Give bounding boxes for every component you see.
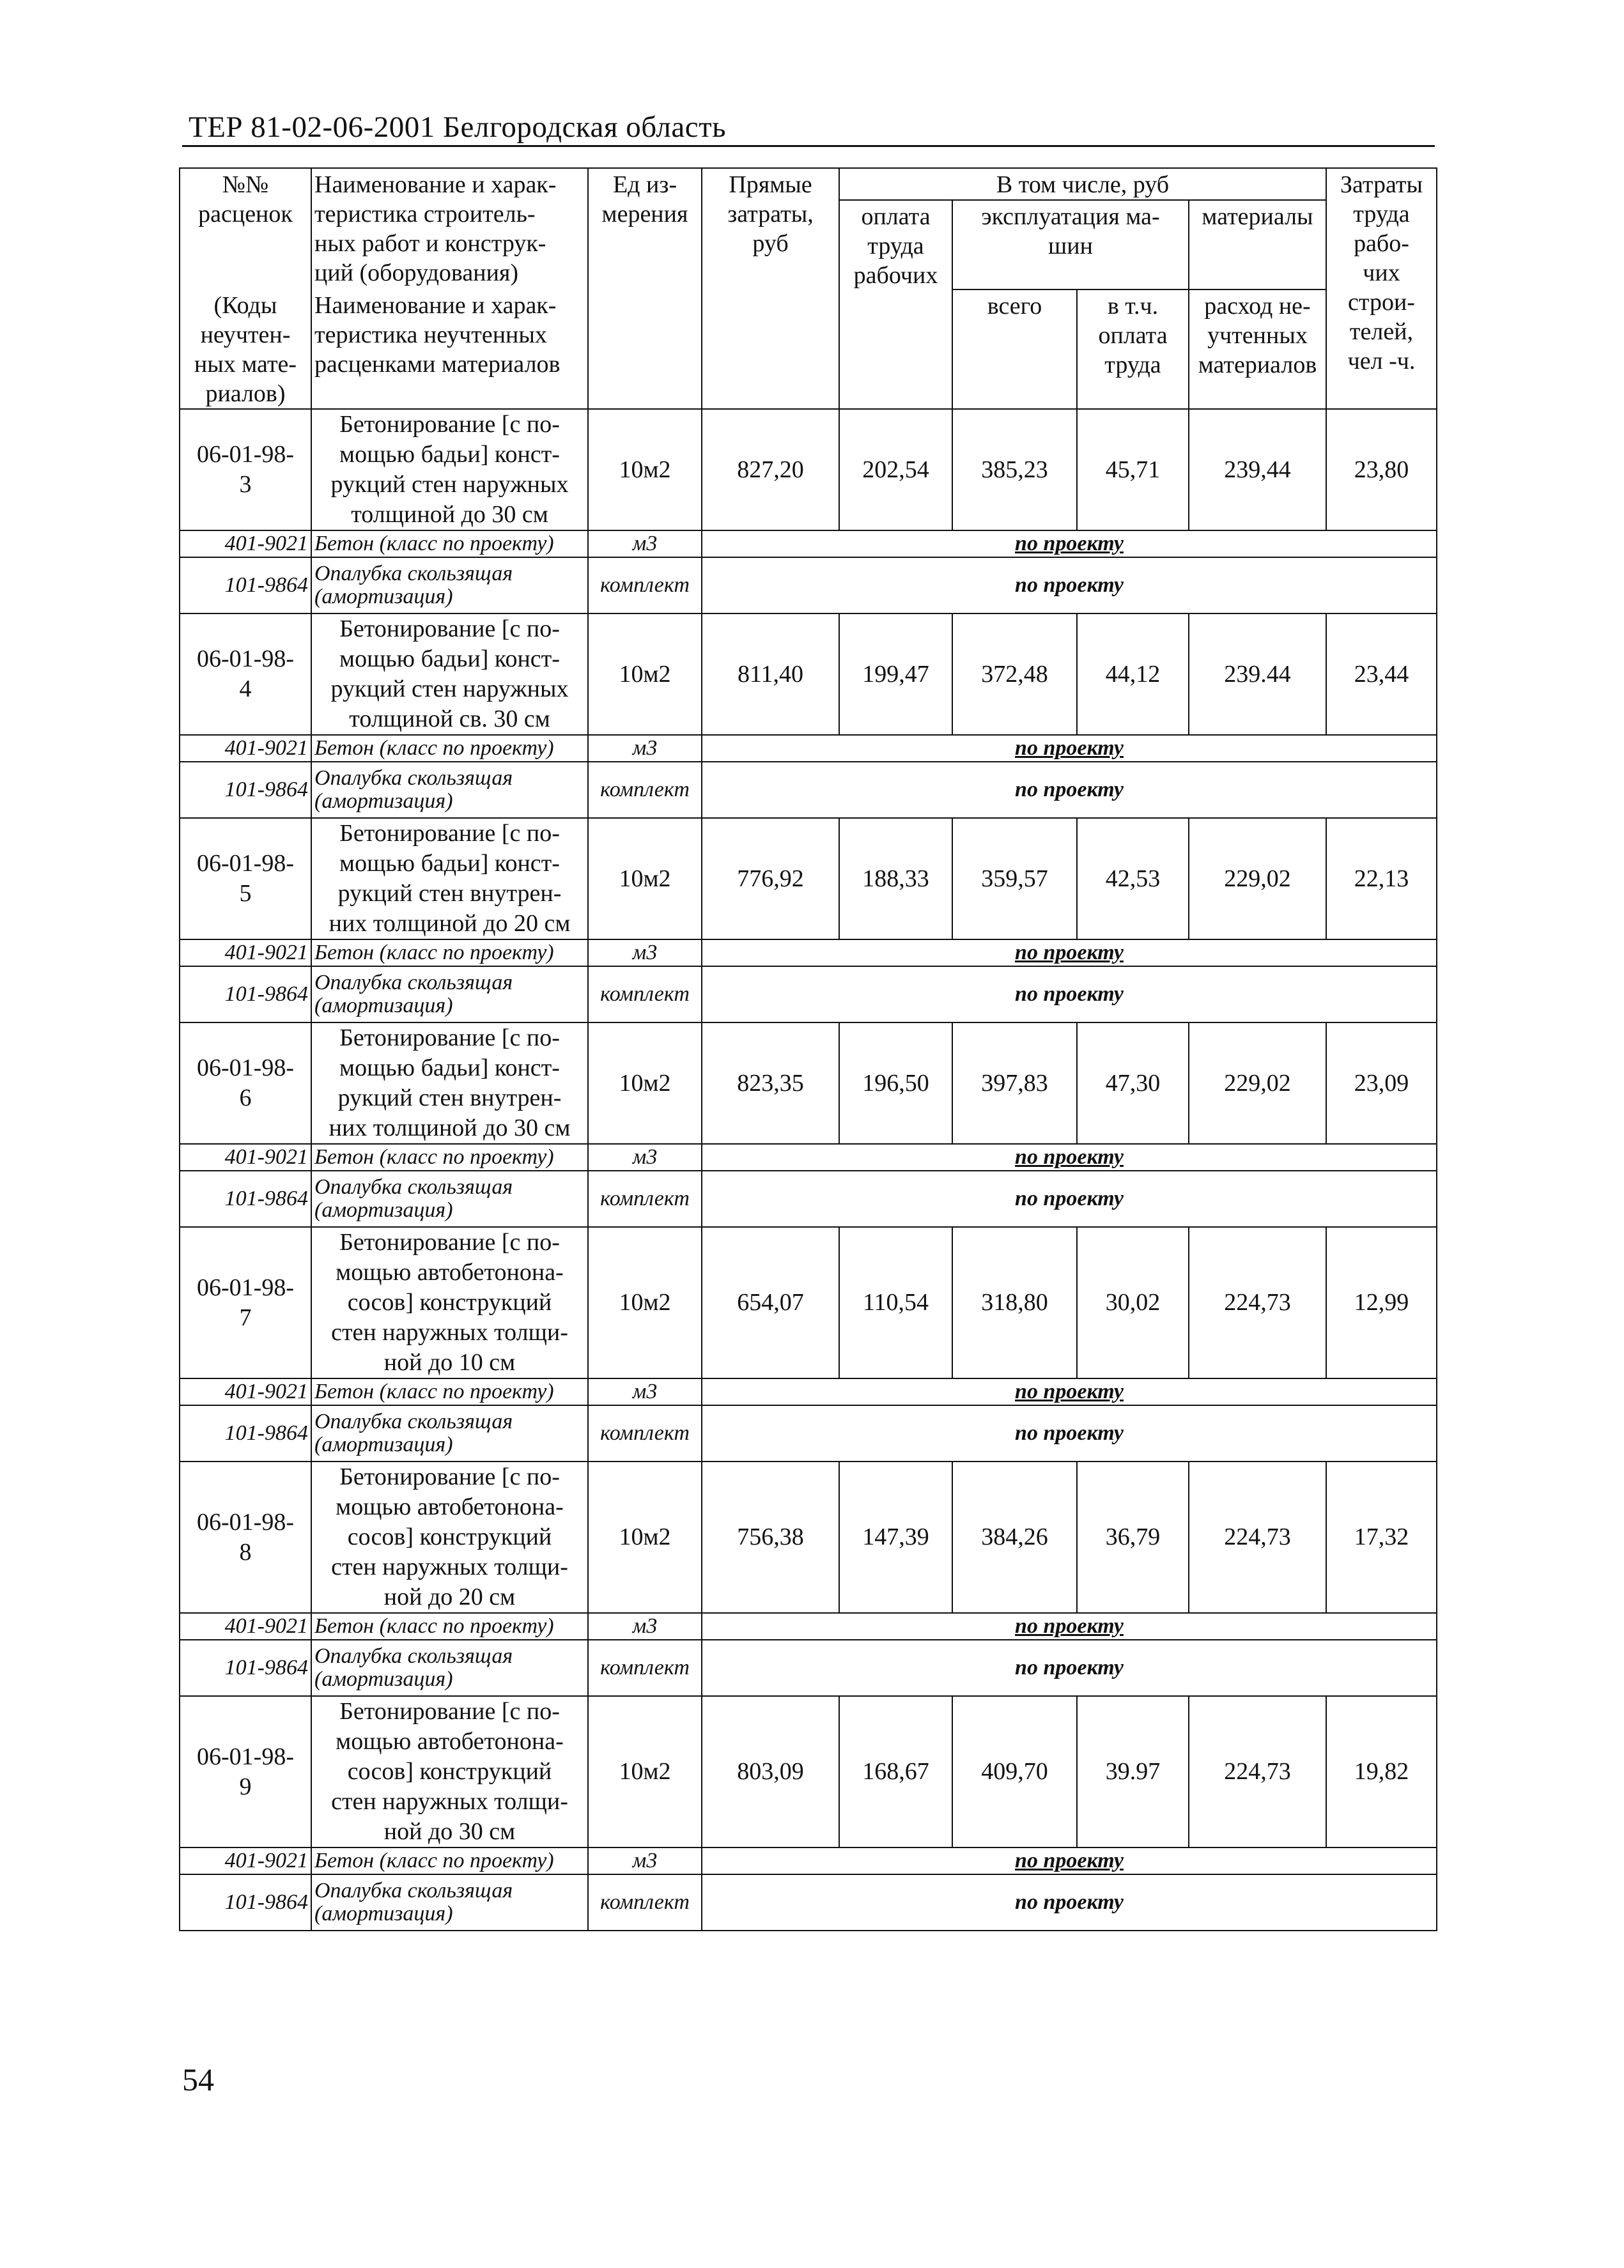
rate-row: [180, 1462, 1437, 1613]
rate-wage: 196,50: [839, 1022, 952, 1144]
rate-name: Бетонирование [с по- мощью бадьи] конст- рукций стен внутрен- них толщиной до 30 см: [311, 1022, 588, 1144]
material-quantity: по проекту: [702, 1874, 1437, 1931]
material-name: Бетон (класс по проекту): [311, 939, 588, 966]
rate-materials: 239,44: [1189, 409, 1326, 530]
material-row: [180, 1874, 1437, 1931]
header-including: В том числе, руб: [839, 168, 1326, 200]
material-row: [180, 939, 1437, 966]
material-unit: комплект: [588, 1874, 702, 1931]
rate-direct-costs: 823,35: [702, 1022, 839, 1144]
rate-row: [180, 1227, 1437, 1378]
rate-wage: 199,47: [839, 613, 952, 735]
rate-machines-wage: 42,53: [1077, 818, 1189, 939]
material-quantity: по проекту: [702, 762, 1437, 818]
header-rate-number: №№ расценок: [180, 168, 311, 289]
material-quantity: по проекту: [702, 1405, 1437, 1462]
rate-row: [180, 818, 1437, 939]
rate-unit: 10м2: [588, 818, 702, 939]
rate-machines-total: 359,57: [952, 818, 1077, 939]
rate-name: Бетонирование [с по- мощью бадьи] конст- рукций стен внутрен- них толщиной до 20 см: [311, 818, 588, 939]
material-name: Опалубка скользящая (амортизация): [311, 1640, 588, 1696]
rate-name: Бетонирование [с по- мощью бадьи] конст- рукций стен наружных толщиной до 30 см: [311, 409, 588, 530]
rate-materials: 229,02: [1189, 818, 1326, 939]
rate-code: 06-01-98- 9: [180, 1696, 311, 1848]
rate-unit: 10м2: [588, 1227, 702, 1378]
header-rule: [182, 145, 1435, 147]
material-unit: комплект: [588, 1171, 702, 1227]
rate-name: Бетонирование [с по- мощью бадьи] конст- рукций стен наружных толщиной св. 30 см: [311, 613, 588, 735]
rate-unit: 10м2: [588, 1462, 702, 1613]
rate-machines-total: 409,70: [952, 1696, 1077, 1848]
rate-code: 06-01-98- 6: [180, 1022, 311, 1144]
header-unit: Ед из- мерения: [588, 168, 702, 409]
material-quantity: по проекту: [702, 1144, 1437, 1171]
material-name: Опалубка скользящая (амортизация): [311, 1405, 588, 1462]
rate-unit: 10м2: [588, 613, 702, 735]
rate-materials: 224,73: [1189, 1696, 1326, 1848]
material-row: [180, 1640, 1437, 1696]
material-row: [180, 530, 1437, 557]
rate-machines-total: 372,48: [952, 613, 1077, 735]
material-row: [180, 557, 1437, 613]
header-machines-total: всего: [952, 289, 1077, 409]
material-code: 101-9864: [180, 966, 311, 1022]
rate-materials: 224,73: [1189, 1227, 1326, 1378]
material-unit: м3: [588, 939, 702, 966]
rate-row: [180, 613, 1437, 735]
material-row: [180, 1171, 1437, 1227]
header-materials: материалы: [1189, 200, 1326, 289]
rate-machines-total: 385,23: [952, 409, 1077, 530]
material-name: Опалубка скользящая (амортизация): [311, 966, 588, 1022]
material-code: 401-9021: [180, 1848, 311, 1874]
material-code: 401-9021: [180, 1613, 311, 1640]
material-quantity: по проекту: [702, 939, 1437, 966]
rate-unit: 10м2: [588, 1022, 702, 1144]
header-direct-costs: Прямые затраты, руб: [702, 168, 839, 409]
material-quantity: по проекту: [702, 735, 1437, 762]
rate-labor: 23,80: [1326, 409, 1437, 530]
header-wage: оплата труда рабочих: [839, 200, 952, 409]
rate-row: [180, 1696, 1437, 1848]
material-name: Бетон (класс по проекту): [311, 530, 588, 557]
material-code: 401-9021: [180, 735, 311, 762]
rate-name: Бетонирование [с по- мощью автобетонона- сосов] конструкций стен наружных толщи- ной до 10 см: [311, 1227, 588, 1378]
rate-materials: 229,02: [1189, 1022, 1326, 1144]
rate-machines-wage: 36,79: [1077, 1462, 1189, 1613]
rate-materials: 224,73: [1189, 1462, 1326, 1613]
rate-labor: 23,44: [1326, 613, 1437, 735]
material-unit: м3: [588, 530, 702, 557]
material-unit: комплект: [588, 1640, 702, 1696]
material-unit: м3: [588, 735, 702, 762]
rate-name: Бетонирование [с по- мощью автобетонона- сосов] конструкций стен наружных толщи- ной до 30 см: [311, 1696, 588, 1848]
material-name: Опалубка скользящая (амортизация): [311, 1171, 588, 1227]
material-unit: комплект: [588, 762, 702, 818]
rate-code: 06-01-98- 8: [180, 1462, 311, 1613]
material-unit: комплект: [588, 1405, 702, 1462]
rate-unit: 10м2: [588, 1696, 702, 1848]
rate-wage: 188,33: [839, 818, 952, 939]
rate-row: [180, 1022, 1437, 1144]
header-labor-costs: Затраты труда рабо- чих строи- телей, чел -ч.: [1326, 168, 1437, 409]
material-name: Бетон (класс по проекту): [311, 735, 588, 762]
material-quantity: по проекту: [702, 1613, 1437, 1640]
rate-labor: 22,13: [1326, 818, 1437, 939]
header-machines: эксплуатация ма- шин: [952, 200, 1189, 289]
material-code: 401-9021: [180, 1144, 311, 1171]
rate-wage: 202,54: [839, 409, 952, 530]
rate-machines-total: 384,26: [952, 1462, 1077, 1613]
rate-row: [180, 409, 1437, 530]
header-work-name: Наименование и харак- теристика строитель- ных работ и конструк- ций (оборудования): [311, 168, 588, 289]
material-code: 101-9864: [180, 1405, 311, 1462]
material-row: [180, 1613, 1437, 1640]
material-quantity: по проекту: [702, 1378, 1437, 1405]
page-title: ТЕР 81-02-06-2001 Белгородская область: [189, 111, 727, 144]
rate-machines-wage: 47,30: [1077, 1022, 1189, 1144]
material-code: 401-9021: [180, 1378, 311, 1405]
rate-machines-wage: 39.97: [1077, 1696, 1189, 1848]
material-code: 101-9864: [180, 1640, 311, 1696]
material-row: [180, 1405, 1437, 1462]
material-code: 401-9021: [180, 530, 311, 557]
rate-machines-wage: 45,71: [1077, 409, 1189, 530]
material-row: [180, 966, 1437, 1022]
material-row: [180, 1378, 1437, 1405]
material-code: 401-9021: [180, 939, 311, 966]
rate-machines-total: 397,83: [952, 1022, 1077, 1144]
header-unaccounted-codes: (Коды неучтен- ных мате- риалов): [180, 289, 311, 409]
rate-direct-costs: 803,09: [702, 1696, 839, 1848]
header-unaccounted-materials: расход не- учтенных материалов: [1189, 289, 1326, 409]
material-row: [180, 1848, 1437, 1874]
material-unit: комплект: [588, 557, 702, 613]
material-name: Опалубка скользящая (амортизация): [311, 557, 588, 613]
rate-machines-total: 318,80: [952, 1227, 1077, 1378]
rate-labor: 12,99: [1326, 1227, 1437, 1378]
material-quantity: по проекту: [702, 530, 1437, 557]
rate-direct-costs: 776,92: [702, 818, 839, 939]
material-name: Бетон (класс по проекту): [311, 1144, 588, 1171]
material-name: Бетон (класс по проекту): [311, 1613, 588, 1640]
rate-code: 06-01-98- 3: [180, 409, 311, 530]
material-name: Бетон (класс по проекту): [311, 1378, 588, 1405]
material-code: 101-9864: [180, 1874, 311, 1931]
rate-direct-costs: 827,20: [702, 409, 839, 530]
material-name: Опалубка скользящая (амортизация): [311, 1874, 588, 1931]
material-name: Опалубка скользящая (амортизация): [311, 762, 588, 818]
material-quantity: по проекту: [702, 1640, 1437, 1696]
header-machines-wage: в т.ч. оплата труда: [1077, 289, 1189, 409]
material-unit: м3: [588, 1613, 702, 1640]
rate-direct-costs: 811,40: [702, 613, 839, 735]
rate-direct-costs: 756,38: [702, 1462, 839, 1613]
material-row: [180, 1144, 1437, 1171]
material-unit: комплект: [588, 966, 702, 1022]
rate-labor: 23,09: [1326, 1022, 1437, 1144]
rate-wage: 110,54: [839, 1227, 952, 1378]
rate-wage: 168,67: [839, 1696, 952, 1848]
material-quantity: по проекту: [702, 557, 1437, 613]
page-number: 54: [182, 2062, 214, 2097]
rate-unit: 10м2: [588, 409, 702, 530]
rate-name: Бетонирование [с по- мощью автобетонона- сосов] конструкций стен наружных толщи- ной до 20 см: [311, 1462, 588, 1613]
material-quantity: по проекту: [702, 1171, 1437, 1227]
rate-machines-wage: 44,12: [1077, 613, 1189, 735]
rate-code: 06-01-98- 7: [180, 1227, 311, 1378]
material-code: 101-9864: [180, 762, 311, 818]
material-code: 101-9864: [180, 1171, 311, 1227]
material-row: [180, 735, 1437, 762]
rate-machines-wage: 30,02: [1077, 1227, 1189, 1378]
material-unit: м3: [588, 1848, 702, 1874]
material-unit: м3: [588, 1378, 702, 1405]
rate-wage: 147,39: [839, 1462, 952, 1613]
rate-code: 06-01-98- 5: [180, 818, 311, 939]
material-row: [180, 762, 1437, 818]
header-unaccounted-names: Наименование и харак- теристика неучтенных расценками материалов: [311, 289, 588, 409]
rate-materials: 239.44: [1189, 613, 1326, 735]
rates-table: [179, 167, 1437, 1931]
rate-code: 06-01-98- 4: [180, 613, 311, 735]
material-name: Бетон (класс по проекту): [311, 1848, 588, 1874]
material-quantity: по проекту: [702, 966, 1437, 1022]
rate-labor: 17,32: [1326, 1462, 1437, 1613]
rate-labor: 19,82: [1326, 1696, 1437, 1848]
material-unit: м3: [588, 1144, 702, 1171]
material-quantity: по проекту: [702, 1848, 1437, 1874]
material-code: 101-9864: [180, 557, 311, 613]
rate-direct-costs: 654,07: [702, 1227, 839, 1378]
